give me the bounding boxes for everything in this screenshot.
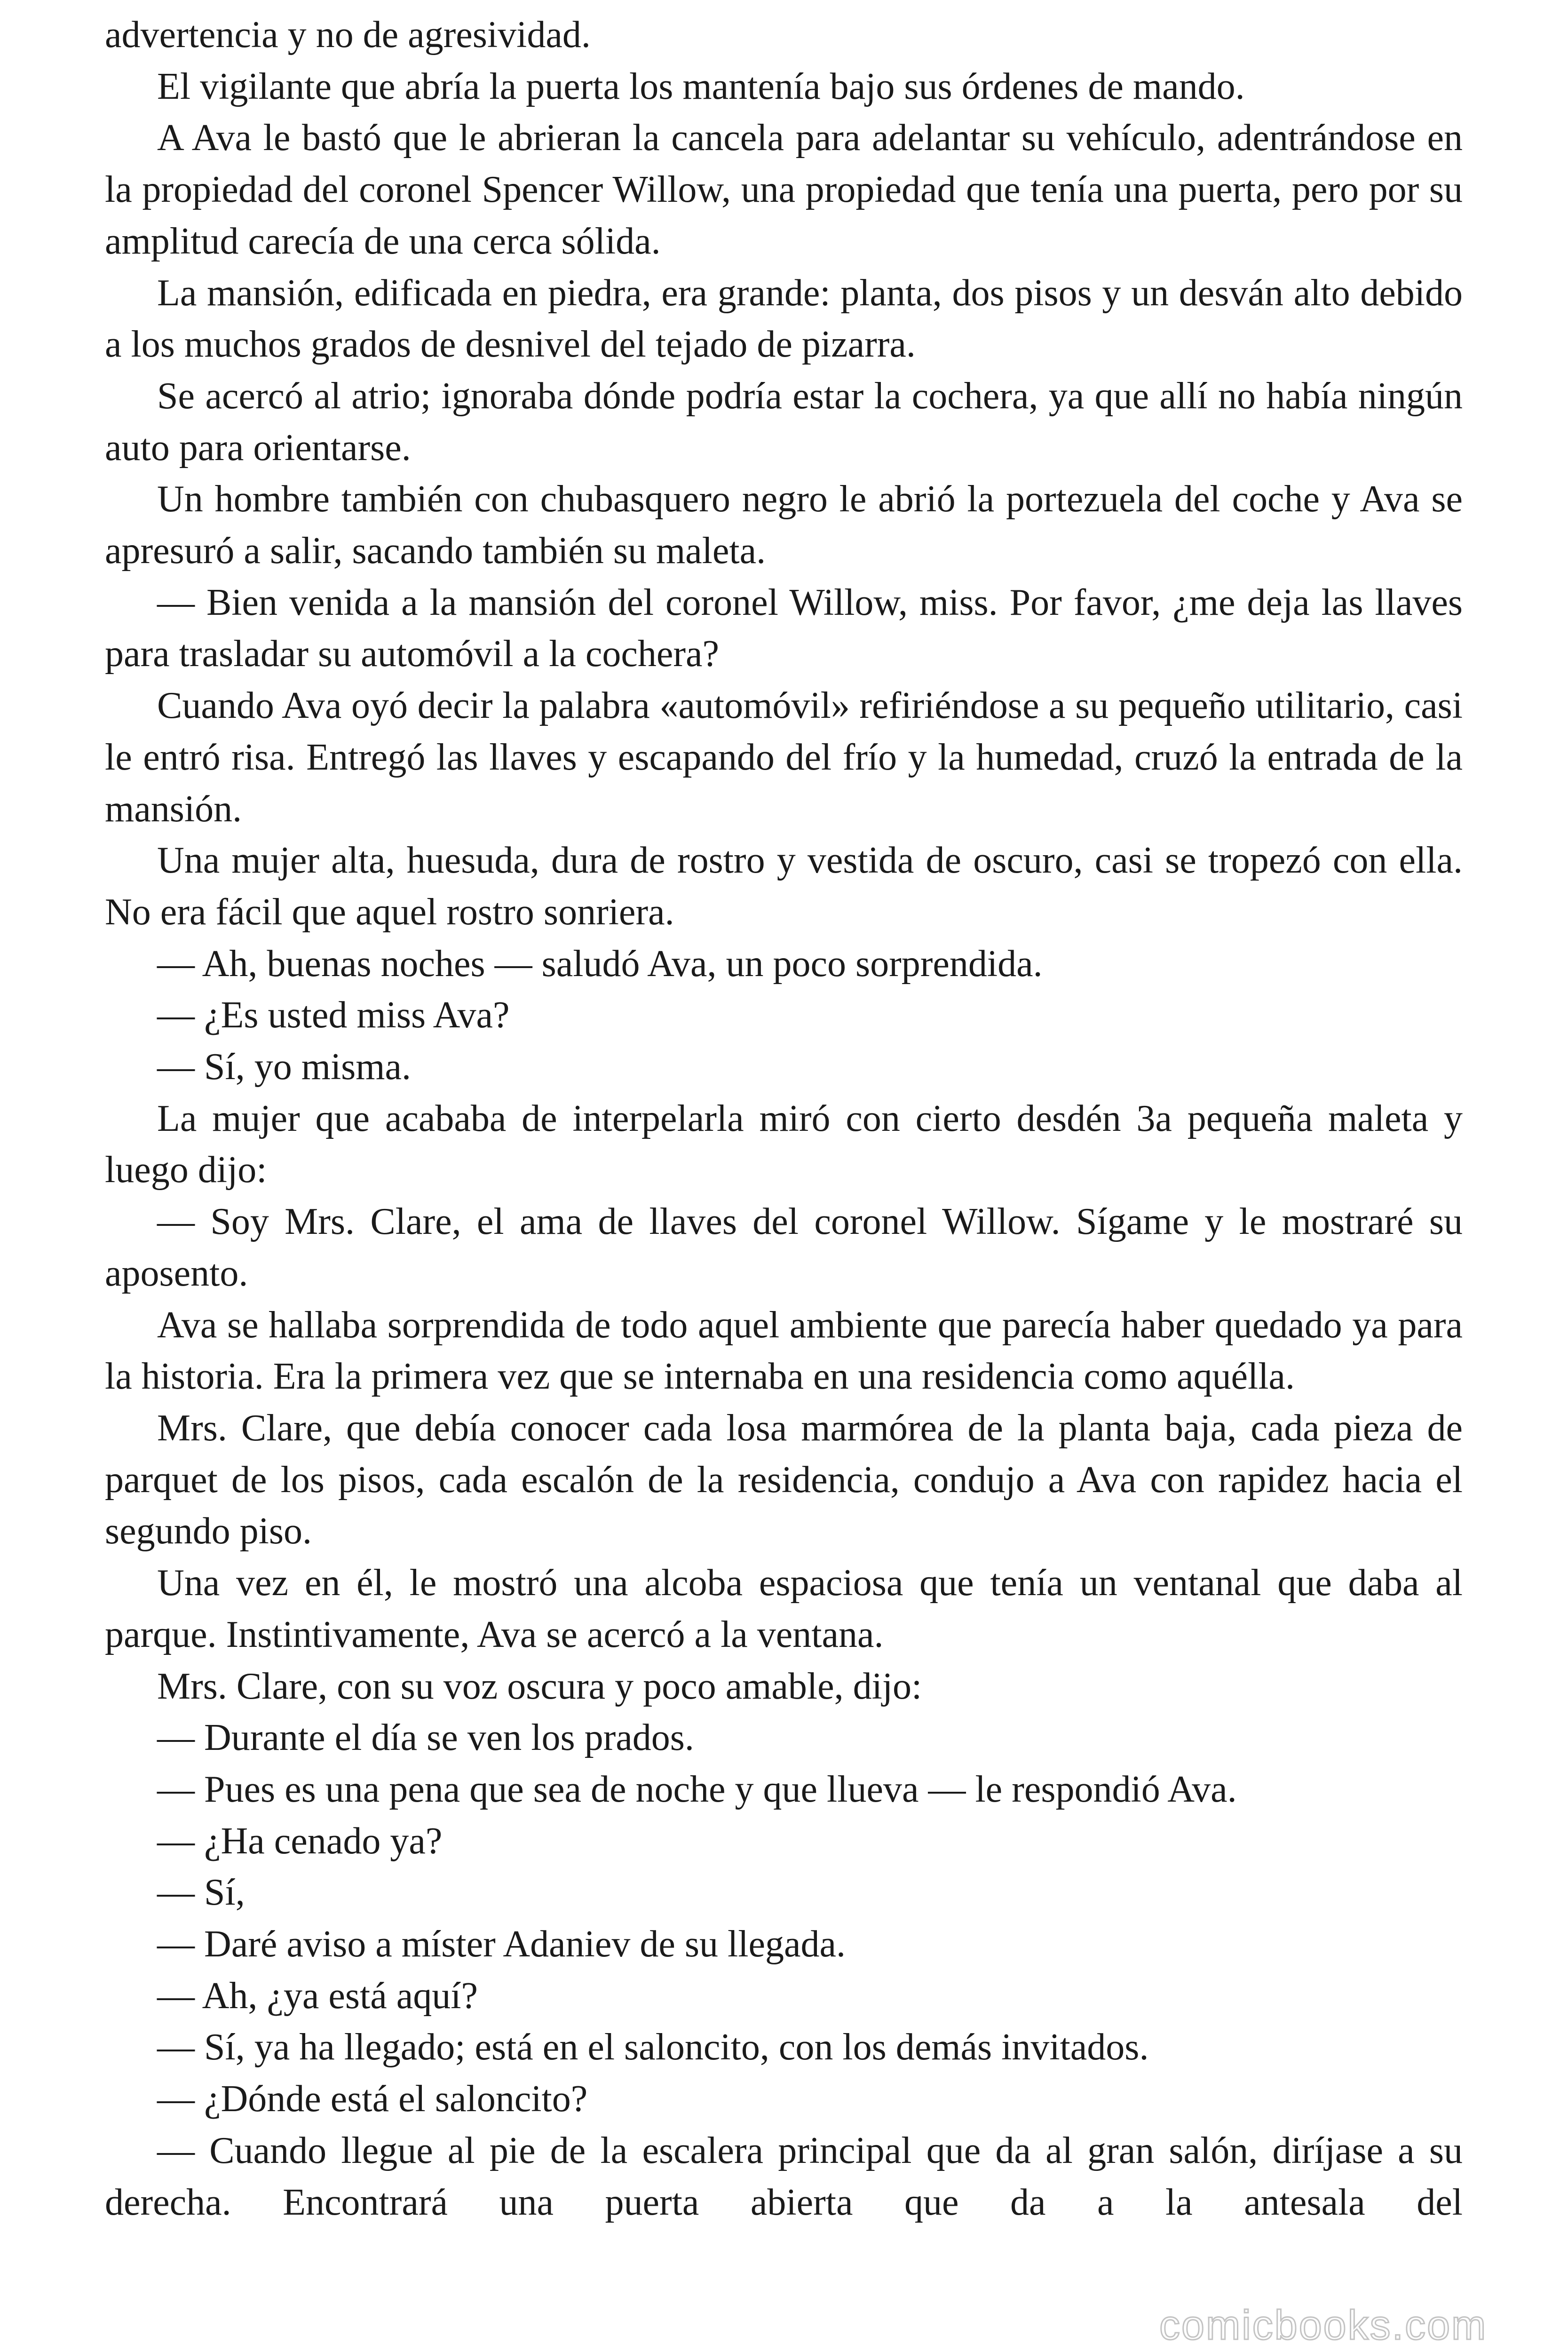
dialogue-line: — Cuando llegue al pie de la escalera principal que da al gran salón, diríjase a su derecha. Encontrará una puerta abierta que da a la antesala del <box>105 2130 1463 2223</box>
watermark-logo: comicbooks.com <box>1159 2302 1488 2348</box>
dialogue-line: — ¿Dónde está el saloncito? <box>157 2078 588 2120</box>
body-text <box>105 9 1463 2228</box>
paragraph: Una vez en él, le mostró una alcoba espaciosa que tenía un ventanal que daba al parque. Instintivamente, Ava se acercó a la ventana. <box>105 1562 1463 1655</box>
paragraph: La mujer que acababa de interpelarla miró con cierto desdén 3a pequeña maleta y luego dijo: <box>105 1097 1463 1191</box>
paragraph: Cuando Ava oyó decir la palabra «automóvil» refiriéndose a su pequeño utilitario, casi le entró risa. Entregó las llaves y escapando del frío y la humedad, cruzó la entrada de la mansión. <box>105 685 1463 830</box>
dialogue-line: — Bien venida a la mansión del coronel Willow, miss. Por favor, ¿me deja las llaves para trasladar su automóvil a la cochera? <box>105 581 1463 675</box>
dialogue-line: — Ah, ¿ya está aquí? <box>157 1975 478 2017</box>
dialogue-line: — ¿Ha cenado ya? <box>157 1820 443 1862</box>
dialogue-line: — Ah, buenas noches — saludó Ava, un poco sorprendida. <box>157 943 1043 985</box>
paragraph: Un hombre también con chubasquero negro le abrió la portezuela del coche y Ava se apresuró a salir, sacando también su maleta. <box>105 478 1463 572</box>
paragraph: Una mujer alta, huesuda, dura de rostro y vestida de oscuro, casi se tropezó con ella. No era fácil que aquel rostro sonriera. <box>105 840 1463 933</box>
dialogue-line: — Sí, yo misma. <box>157 1046 412 1088</box>
dialogue-line: — Durante el día se ven los prados. <box>157 1717 694 1759</box>
dialogue-line: — ¿Es usted miss Ava? <box>157 994 510 1036</box>
paragraph: A Ava le bastó que le abrieran la cancela para adelantar su vehículo, adentrándose en la propiedad del coronel Spencer Willow, una propiedad que tenía una puerta, pero por su amplitud carecía de una cerca sólida. <box>105 117 1463 262</box>
dialogue-line: — Sí, ya ha llegado; está en el saloncito, con los demás invitados. <box>157 2026 1149 2068</box>
paragraph: El vigilante que abría la puerta los mantenía bajo sus órdenes de mando. <box>157 65 1245 107</box>
dialogue-line: — Soy Mrs. Clare, el ama de llaves del coronel Willow. Sígame y le mostraré su aposento. <box>105 1201 1463 1294</box>
dialogue-line: — Pues es una pena que sea de noche y que llueva — le respondió Ava. <box>157 1768 1237 1810</box>
paragraph: advertencia y no de agresividad. <box>105 14 591 56</box>
dialogue-line: — Daré aviso a míster Adaniev de su llegada. <box>157 1923 846 1965</box>
paragraph: Se acercó al atrio; ignoraba dónde podría estar la cochera, ya que allí no había ningún auto para orientarse. <box>105 375 1463 469</box>
paragraph: Mrs. Clare, que debía conocer cada losa marmórea de la planta baja, cada pieza de parquet de los pisos, cada escalón de la residencia, condujo a Ava con rapidez hacia el segundo piso. <box>105 1407 1463 1552</box>
paragraph: Mrs. Clare, con su voz oscura y poco amable, dijo: <box>157 1665 922 1707</box>
dialogue-line: — Sí, <box>157 1872 245 1914</box>
paragraph: Ava se hallaba sorprendida de todo aquel ambiente que parecía haber quedado ya para la historia. Era la primera vez que se internaba en una residencia como aquélla. <box>105 1304 1463 1398</box>
paragraph: La mansión, edificada en piedra, era grande: planta, dos pisos y un desván alto debido a los muchos grados de desnivel del tejado de pizarra. <box>105 272 1463 366</box>
